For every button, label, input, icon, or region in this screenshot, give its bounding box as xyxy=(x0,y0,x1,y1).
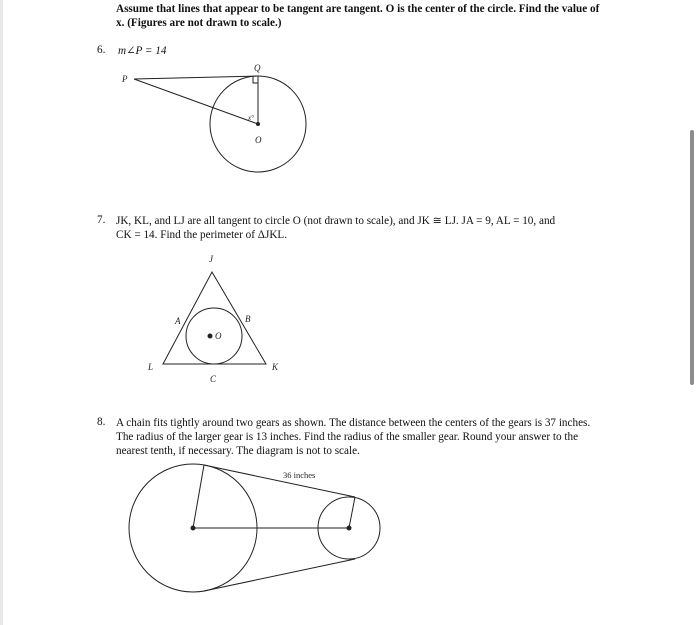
q6-given: m∠P = 14 xyxy=(118,45,167,57)
q7-label-j: J xyxy=(209,254,213,264)
q7-label-b: B xyxy=(245,314,251,324)
q8-small-center xyxy=(347,526,351,530)
q8-large-center xyxy=(191,526,195,530)
q8-chain-top xyxy=(204,465,355,497)
q6-label-p: P xyxy=(122,74,128,84)
q7-number: 7. xyxy=(97,214,106,226)
q8-line-2: The radius of the larger gear is 13 inches. Find the radius of the smaller gear. Round your answer to the xyxy=(116,431,579,443)
q7-line-1: JK, KL, and LJ are all tangent to circle O (not drawn to scale), and JK ≅ LJ. JA = 9, AL = 10, and xyxy=(116,215,556,227)
q6-number: 6. xyxy=(97,44,106,56)
q7-center-dot xyxy=(208,334,212,338)
q8-small-radius xyxy=(349,497,355,528)
q6-label-x: x° xyxy=(248,114,254,122)
q6-label-o: O xyxy=(255,135,262,145)
q6-label-q: Q xyxy=(254,63,261,73)
q7-label-c: C xyxy=(210,374,217,384)
q7-incircle xyxy=(186,308,242,364)
q7-label-o: O xyxy=(215,331,222,341)
q6-tangent-pq xyxy=(134,76,258,79)
q6-figure xyxy=(134,76,306,172)
q6-center-dot xyxy=(257,123,260,126)
q8-chain-bottom xyxy=(204,559,355,591)
scrollbar[interactable] xyxy=(690,130,694,385)
q8-number: 8. xyxy=(97,416,106,428)
q7-line-2: CK = 14. Find the perimeter of ΔJKL. xyxy=(116,229,288,241)
q8-line-1: A chain fits tightly around two gears as shown. The distance between the centers of the gears is 37 inches. xyxy=(116,417,591,429)
q8-figure xyxy=(129,464,380,592)
q8-large-radius xyxy=(193,465,204,528)
q8-line-3: nearest tenth, if necessary. The diagram is not to scale. xyxy=(116,445,360,457)
q6-secant xyxy=(134,79,258,124)
q7-label-a: A xyxy=(175,316,181,326)
instructions-line-2: x. (Figures are not drawn to scale.) xyxy=(116,17,282,29)
q6-right-angle-mark xyxy=(253,77,258,83)
instructions-line-1: Assume that lines that appear to be tangent are tangent. O is the center of the circle. Find the value of xyxy=(116,3,600,15)
q8-distance-label: 36 inches xyxy=(283,470,316,480)
q7-label-k: K xyxy=(272,362,279,372)
q7-label-l: L xyxy=(148,362,154,372)
